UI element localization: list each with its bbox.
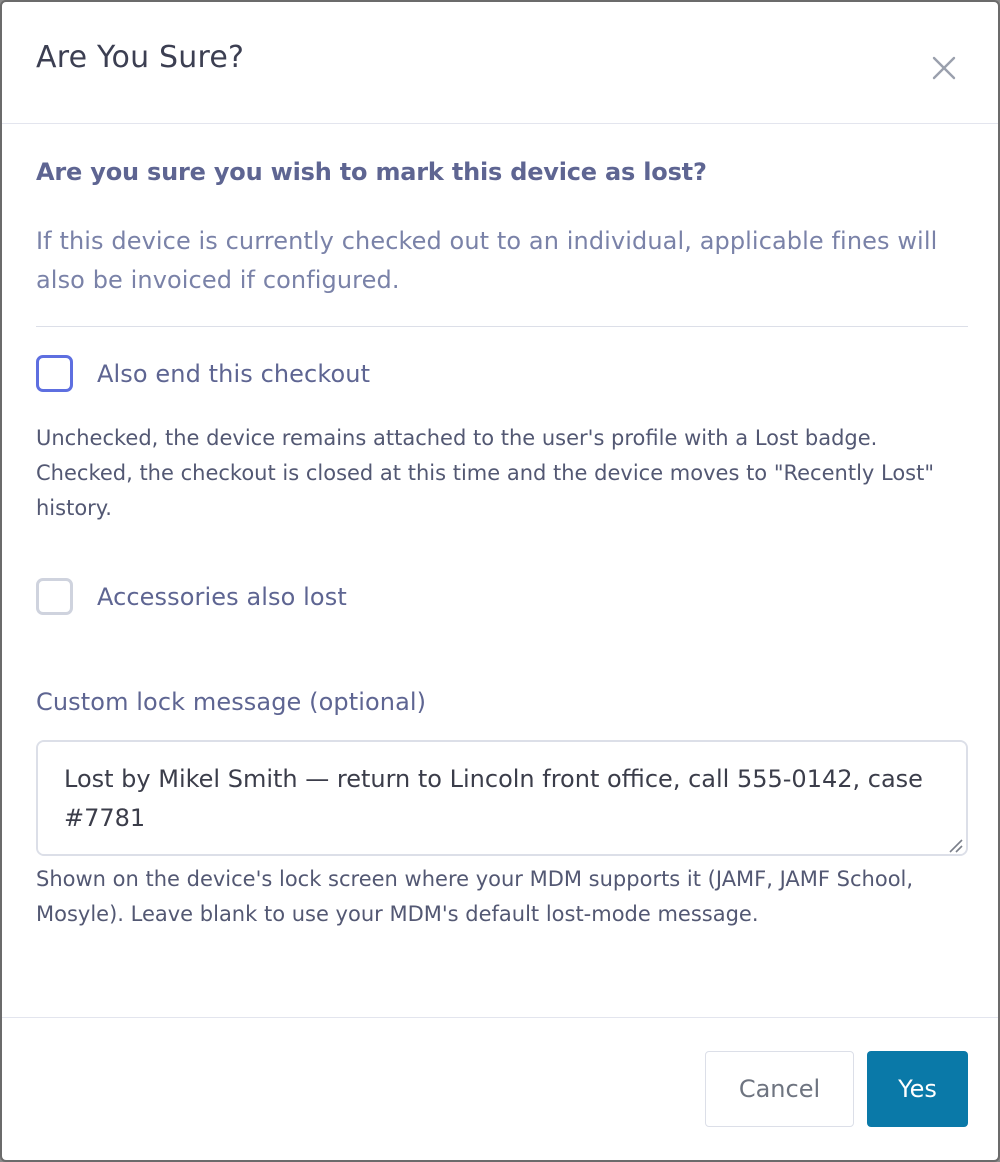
accessories-lost-option[interactable]	[36, 578, 347, 615]
lock-message-help: Shown on the device's lock screen where your MDM supports it (JAMF, JAMF School, Mosyle). Leave blank to use your MDM's default lost-mode message.	[36, 867, 914, 926]
end-checkout-help: Unchecked, the device remains attached to the user's profile with a Lost badge. Checked, the checkout is closed at this time and the device moves to "Recently Lost" history.	[36, 426, 935, 520]
accessories-lost-label: Accessories also lost	[97, 582, 347, 611]
divider	[36, 326, 968, 327]
close-icon	[924, 48, 964, 88]
confirm-question: Are you sure you wish to mark this device as lost?	[36, 158, 707, 186]
yes-button[interactable]: Yes	[867, 1051, 968, 1127]
resize-grip-icon[interactable]	[946, 836, 964, 854]
dialog-header	[2, 2, 998, 124]
lock-message-textarea[interactable]	[36, 740, 968, 856]
cancel-button[interactable]: Cancel	[705, 1051, 854, 1127]
dialog-title: Are You Sure?	[36, 40, 245, 75]
lock-message-label: Custom lock message (optional)	[36, 688, 427, 716]
accessories-lost-checkbox[interactable]	[36, 578, 73, 615]
end-checkout-label: Also end this checkout	[97, 359, 371, 388]
close-button[interactable]	[924, 48, 964, 88]
dialog-footer-divider	[2, 1017, 998, 1018]
fines-notice: If this device is currently checked out to an individual, applicable fines will also be invoiced if configured.	[36, 227, 938, 294]
end-checkout-option[interactable]	[36, 355, 370, 392]
end-checkout-checkbox[interactable]	[36, 355, 73, 392]
